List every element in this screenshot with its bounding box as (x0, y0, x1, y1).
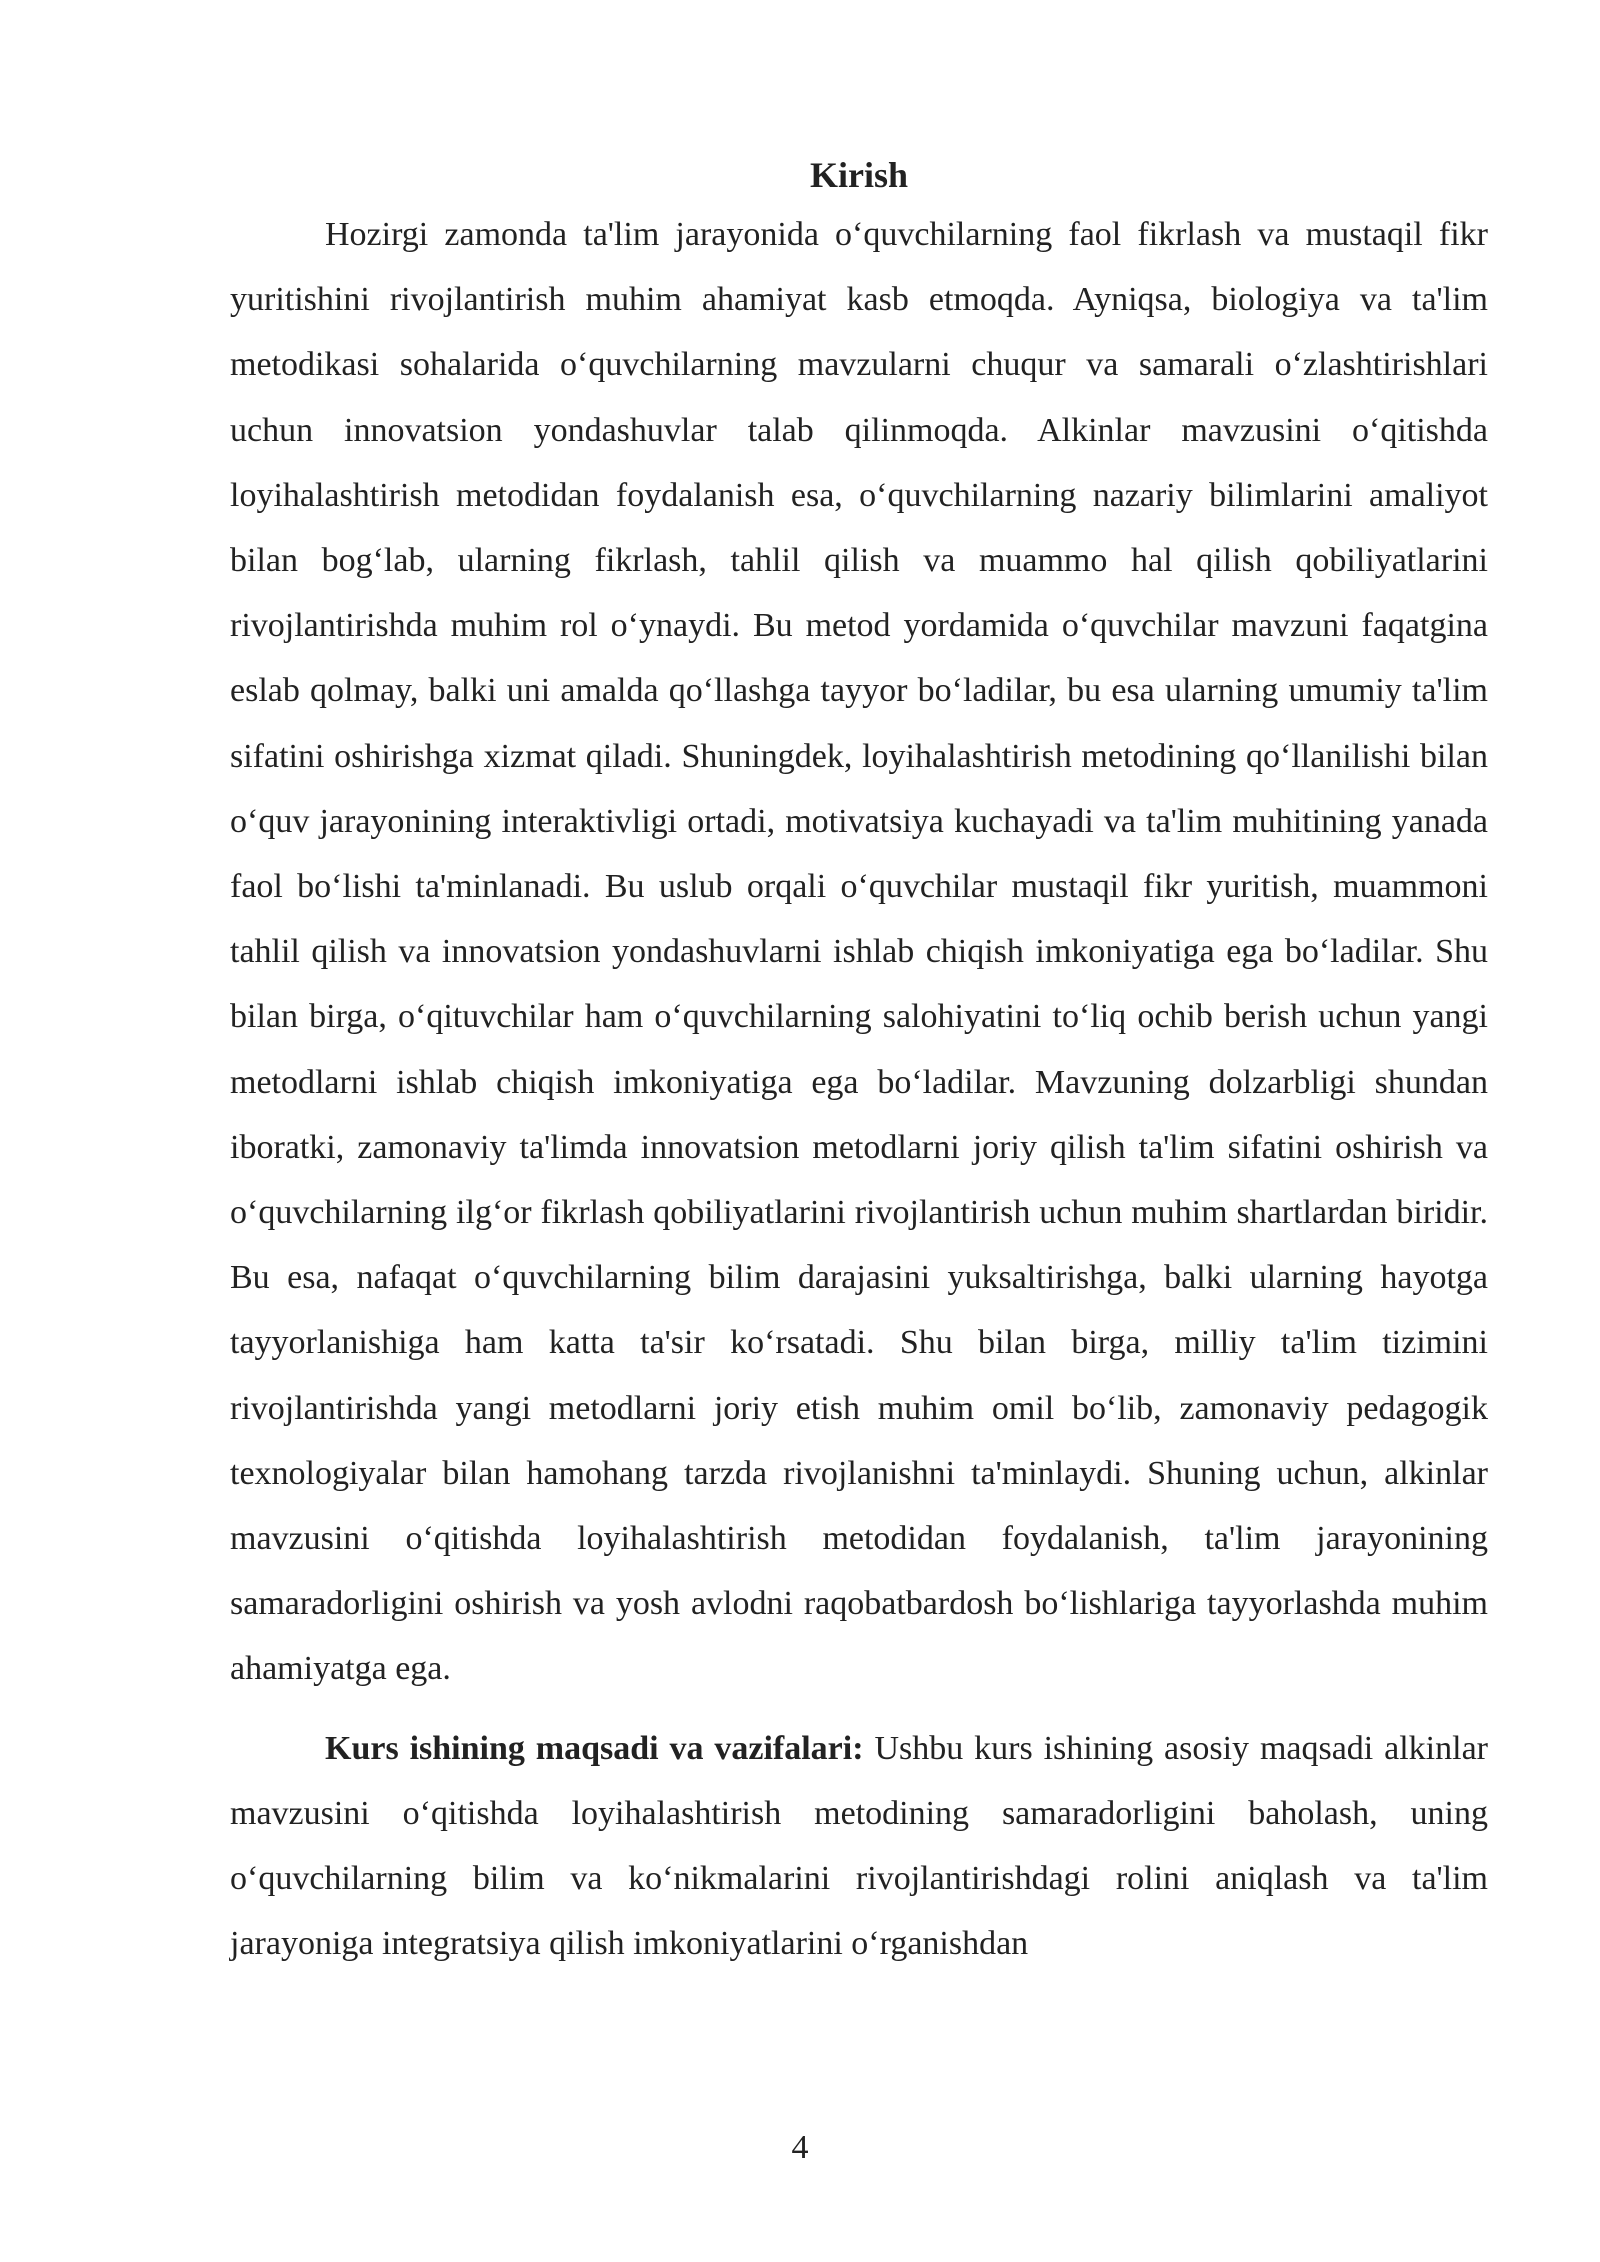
goals-paragraph (230, 1716, 1488, 1977)
goals-paragraph-text: Ushbu kurs ishining asosiy maqsadi alkinlar mavzusini o‘qitishda loyihalashtirish metodining samaradorligini baholash, uning o‘quvchilarning bilim va ko‘nikmalarini rivojlantirishdagi rolini aniqlash va ta'lim jarayoniga integratsiya qilish imkoniyatlarini o‘rganishdan (230, 1729, 1488, 1963)
goals-paragraph-lead: Kurs ishining maqsadi va vazifalari: (325, 1729, 864, 1767)
intro-paragraph-text: Hozirgi zamonda ta'lim jarayonida o‘quvchilarning faol fikrlash va mustaqil fikr yuritishini rivojlantirish muhim ahamiyat kasb etmoqda. Ayniqsa, biologiya va ta'lim metodikasi sohalarida o‘quvchilarning mavzularni chuqur va samarali o‘zlashtirishlari uchun innovatsion yondashuvlar talab qilinmoqda. Alkinlar mavzusini o‘qitishda loyihalashtirish metodidan foydalanish esa, o‘quvchilarning nazariy bilimlarini amaliyot bilan bog‘lab, ularning fikrlash, tahlil qilish va muammo hal qilish qobiliyatlarini rivojlantirishda muhim rol o‘ynaydi. Bu metod yordamida o‘quvchilar mavzuni faqatgina eslab qolmay, balki uni amalda qo‘llashga tayyor bo‘ladilar, bu esa ularning umumiy ta'lim sifatini oshirishga xizmat qiladi. Shuningdek, loyihalashtirish metodining qo‘llanilishi bilan o‘quv jarayonining interaktivligi ortadi, motivatsiya kuchayadi va ta'lim muhitining yanada faol bo‘lishi ta'minlanadi. Bu uslub orqali o‘quvchilar mustaqil fikr yuritish, muammoni tahlil qilish va innovatsion yondashuvlarni ishlab chiqish imkoniyatiga ega bo‘ladilar. Shu bilan birga, o‘qituvchilar ham o‘quvchilarning salohiyatini to‘liq ochib berish uchun yangi metodlarni ishlab chiqish imkoniyatiga ega bo‘ladilar. Mavzuning dolzarbligi shundan iboratki, zamonaviy ta'limda innovatsion metodlarni joriy qilish ta'lim sifatini oshirish va o‘quvchilarning ilg‘or fikrlash qobiliyatlarini rivojlantirish uchun muhim shartlardan biridir. Bu esa, nafaqat o‘quvchilarning bilim darajasini yuksaltirishga, balki ularning hayotga tayyorlanishiga ham katta ta'sir ko‘rsatadi. Shu bilan birga, milliy ta'lim tizimini rivojlantirishda yangi metodlarni joriy etish muhim omil bo‘lib, zamonaviy pedagogik texnologiyalar bilan hamohang tarzda rivojlanishni ta'minlaydi. Shuning uchun, alkinlar mavzusini o‘qitishda loyihalashtirish metodidan foydalanish, ta'lim jarayonining samaradorligini oshirish va yosh avlodni raqobatbardosh bo‘lishlariga tayyorlashda muhim ahamiyatga ega. (230, 216, 1488, 1688)
page-number: 4 (791, 2129, 809, 2166)
page-content (230, 148, 1488, 1976)
section-heading: Kirish (809, 155, 908, 195)
intro-paragraph (230, 202, 1488, 1702)
